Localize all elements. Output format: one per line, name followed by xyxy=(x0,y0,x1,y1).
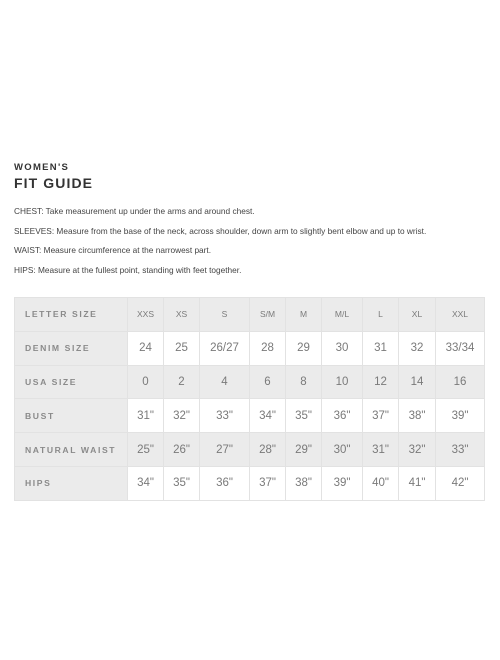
table-cell: 31" xyxy=(363,433,399,467)
fit-guide-heading xyxy=(14,162,93,192)
heading-eyebrow: WOMEN'S xyxy=(14,162,70,173)
table-cell: 34" xyxy=(250,399,286,433)
size-chart-body xyxy=(15,298,485,501)
table-cell: M xyxy=(286,298,322,332)
table-cell: 38" xyxy=(286,466,322,500)
table-cell: S/M xyxy=(250,298,286,332)
table-cell: 36" xyxy=(322,399,363,433)
instruction-chest: CHEST: Take measurement up under the arms and around chest. xyxy=(14,206,255,216)
table-cell: 29 xyxy=(286,331,322,365)
table-cell: 16 xyxy=(436,365,485,399)
table-row-denim-size xyxy=(15,331,485,365)
row-label: LETTER SIZE xyxy=(15,298,128,332)
table-cell: 32 xyxy=(399,331,436,365)
table-cell: 35" xyxy=(164,466,200,500)
table-cell: 32" xyxy=(399,433,436,467)
table-cell: 26/27 xyxy=(200,331,250,365)
table-cell: 35" xyxy=(286,399,322,433)
table-row-bust xyxy=(15,399,485,433)
table-cell: 30 xyxy=(322,331,363,365)
table-cell: S xyxy=(200,298,250,332)
table-row-natural-waist xyxy=(15,433,485,467)
table-cell: XXL xyxy=(436,298,485,332)
table-cell: 36" xyxy=(200,466,250,500)
table-cell: 14 xyxy=(399,365,436,399)
table-cell: 10 xyxy=(322,365,363,399)
table-cell: XXS xyxy=(128,298,164,332)
table-cell: 39" xyxy=(436,399,485,433)
instruction-sleeves: SLEEVES: Measure from the base of the neck, across shoulder, down arm to slightly bent elbow and up to wrist. xyxy=(14,225,427,236)
row-label: BUST xyxy=(15,399,128,433)
table-cell: 39" xyxy=(322,466,363,500)
table-cell: 38" xyxy=(399,399,436,433)
table-cell: 31" xyxy=(128,399,164,433)
row-label: DENIM SIZE xyxy=(15,331,128,365)
measurement-instructions xyxy=(14,206,494,275)
table-cell: 27" xyxy=(200,433,250,467)
table-cell: 25 xyxy=(164,331,200,365)
table-cell: 42" xyxy=(436,466,485,500)
table-cell: 33/34 xyxy=(436,331,485,365)
instruction-hips: HIPS: Measure at the fullest point, standing with feet together. xyxy=(14,264,242,275)
table-cell: 25" xyxy=(128,433,164,467)
table-cell: 31 xyxy=(363,331,399,365)
row-label: NATURAL WAIST xyxy=(15,433,128,467)
table-cell: 28" xyxy=(250,433,286,467)
table-cell: 8 xyxy=(286,365,322,399)
size-chart-table xyxy=(14,297,485,501)
table-cell: 28 xyxy=(250,331,286,365)
table-cell: 2 xyxy=(164,365,200,399)
table-cell: 6 xyxy=(250,365,286,399)
table-cell: 24 xyxy=(128,331,164,365)
table-cell: 41" xyxy=(399,466,436,500)
table-cell: 33" xyxy=(200,399,250,433)
table-cell: 12 xyxy=(363,365,399,399)
table-cell: M/L xyxy=(322,298,363,332)
row-label: USA SIZE xyxy=(15,365,128,399)
table-cell: 37" xyxy=(363,399,399,433)
table-cell: 34" xyxy=(128,466,164,500)
table-cell: 26" xyxy=(164,433,200,467)
page-title: FIT GUIDE xyxy=(14,175,94,191)
instruction-waist: WAIST: Measure circumference at the narrowest part. xyxy=(14,245,212,256)
table-cell: 29" xyxy=(286,433,322,467)
table-cell: 30" xyxy=(322,433,363,467)
table-cell: XS xyxy=(164,298,200,332)
table-row-letter-size xyxy=(15,298,485,332)
row-label: HIPS xyxy=(15,466,128,500)
table-cell: 40" xyxy=(363,466,399,500)
table-cell: 32" xyxy=(164,399,200,433)
table-row-usa-size xyxy=(15,365,485,399)
table-cell: 0 xyxy=(128,365,164,399)
table-cell: 37" xyxy=(250,466,286,500)
table-row-hips xyxy=(15,466,485,500)
table-cell: 4 xyxy=(200,365,250,399)
table-cell: XL xyxy=(399,298,436,332)
table-cell: L xyxy=(363,298,399,332)
table-cell: 33" xyxy=(436,433,485,467)
